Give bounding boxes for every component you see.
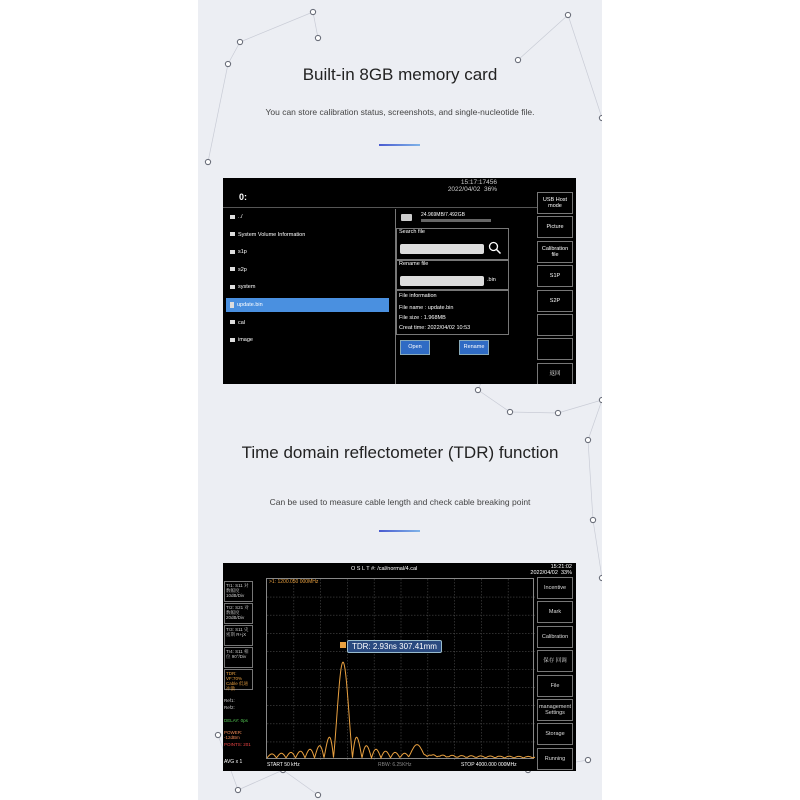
screen1-side-button[interactable]: Calibration file [537,241,573,263]
folder-icon [230,338,235,342]
screen2-side-button[interactable]: File [537,675,573,697]
network-node [599,397,602,402]
network-node [599,575,602,580]
file-icon [230,302,234,308]
screen2-side-button[interactable]: Calibration [537,626,573,648]
trace-item[interactable]: Tr4: S11 相位 90°/Div [224,647,253,668]
trace-item[interactable]: Tr1: S11 对数幅度 10dB/Div [224,581,253,602]
trace-item[interactable]: Tr2: S21 对数幅度 20dB/Div [224,603,253,624]
network-line [558,400,602,413]
screen2-side-button[interactable]: Mark [537,601,573,623]
marker-readout: >1: 1200.050 000MHz [269,579,319,585]
cal-path: O S L T #: /cal/normal/4.cal [351,566,418,572]
network-line [518,15,568,60]
open-button[interactable]: Open [400,340,430,355]
folder-icon [230,250,235,254]
screen1-side-button[interactable] [537,314,573,336]
screen1-side-button[interactable]: USB Host mode [537,192,573,214]
file-list-item[interactable] [226,245,389,259]
screen2-side-button[interactable]: Storage [537,723,573,745]
screen1-topbar [223,178,537,208]
screen2-bottom-bar [223,759,535,771]
file-name: image [238,337,253,344]
power-readout: POWER: -12dBm [224,730,243,740]
file-name: s2p [238,266,247,273]
search-input[interactable] [400,244,484,254]
network-line [228,42,240,64]
network-node [555,410,560,415]
screen2-side-button[interactable]: 保存 回调 [537,650,573,672]
storage-text: 24.969MB/7.492GB [421,212,465,218]
tdr-readout: TDR: 2.93ns 307.41mm [347,640,442,653]
network-line [313,12,318,38]
network-node [310,9,315,14]
folder-icon [230,232,235,236]
network-line [240,12,313,42]
network-line [510,412,558,413]
ref1-label: Ref1: [224,698,235,703]
section2-subtitle: Can be used to measure cable length and check cable breaking point [269,497,531,507]
network-node [515,57,520,62]
screen2-clock [530,564,572,576]
points-readout: POINTS: 201 [224,742,251,747]
network-node [315,792,320,797]
search-label: Search file [399,229,425,235]
product-page [198,0,602,800]
file-name: update.bin [237,302,263,308]
file-info-panel [396,290,509,335]
file-list-item[interactable] [226,298,389,312]
file-info-name: File name : update.bin [399,305,454,311]
storage-bar [421,219,491,222]
screen1-side-button[interactable]: Picture [537,216,573,238]
network-node [585,437,590,442]
delay-readout: DELAY: 0ps [224,718,248,723]
file-list-item[interactable] [226,333,389,347]
tdr-plot[interactable] [266,578,534,759]
sd-card-icon [401,214,412,221]
folder-icon [230,285,235,289]
screen1-clock [448,179,497,193]
network-node [507,409,512,414]
file-name: ../ [238,214,243,220]
network-line [283,770,318,795]
trace-item[interactable]: Tr3: S11 史密斯 R+jX [224,625,253,646]
ref2-label: Ref2: [224,705,235,710]
file-list-item[interactable] [226,228,389,242]
section2-divider [379,530,420,532]
file-name: cal [238,319,246,326]
screen2-side-button[interactable]: Running [537,748,573,770]
screen1-side-button[interactable]: 返回 [537,363,573,384]
drive-label: 0: [239,192,248,202]
screen2-side-button[interactable]: Incentive [537,577,573,599]
screen1-side-button[interactable]: S2P [537,290,573,312]
network-node [475,387,480,392]
network-line [478,390,510,412]
screen1-time: 15:17:17456 [460,179,497,186]
file-list-item[interactable] [226,210,389,224]
screen2-topbar [223,563,576,577]
tdr-trace-line [267,662,535,758]
section1-title: Built-in 8GB memory card [302,65,498,84]
avg-readout: AVG x 1 [224,759,243,765]
screen1-battery: 36% [483,186,497,193]
search-icon[interactable] [488,241,502,255]
network-line [238,770,283,790]
file-list-item[interactable] [226,316,389,330]
folder-icon [230,320,235,324]
file-list-item[interactable] [226,280,389,294]
rename-input[interactable] [400,276,484,286]
file-info-label: File information [399,293,437,299]
file-manager-screen [223,178,576,384]
section1-subtitle: You can store calibration status, screenshots, and single-nucleotide file. [265,107,535,117]
tdr-plot-svg [267,579,535,760]
rename-panel [396,260,509,290]
network-node [235,787,240,792]
screen2-time: 15:21:02 [550,564,572,570]
file-list-item[interactable] [226,263,389,277]
network-node [215,732,220,737]
screen1-date: 2022/04/02 [447,186,481,193]
network-node [565,12,570,17]
tdr-screen [223,563,576,771]
section2-title: Time domain reflectometer (TDR) function [241,443,559,462]
start-freq: START 50 kHz [267,762,300,768]
file-name: s1p [238,249,247,256]
screen1-side-button[interactable] [537,338,573,360]
rename-extension: .bin [487,277,496,283]
storage-info [399,212,509,226]
network-line [593,520,602,578]
screen2-battery: 33% [560,570,572,576]
rename-button[interactable]: Rename [459,340,489,355]
file-name: System Volume Information [238,231,306,238]
file-info-time: Creat time: 2022/04/02 10:53 [399,325,471,331]
network-node [237,39,242,44]
network-node [315,35,320,40]
screen1-side-button[interactable]: S1P [537,265,573,287]
stop-freq: STOP 4000.000 000MHz [461,762,517,768]
network-node [585,757,590,762]
section1-divider [379,144,420,146]
rbw-readout: RBW: 6.25KHz [378,762,412,768]
rename-label: Rename file [399,261,429,267]
screen2-side-button[interactable]: management Settings [537,699,573,721]
file-info-size: File size : 1.968MB [399,315,446,321]
marker-point[interactable] [340,642,346,648]
network-line [588,400,602,440]
network-node [205,159,210,164]
folder-icon [230,267,235,271]
network-node [590,517,595,522]
file-name: system [238,284,256,291]
screen2-date: 2022/04/02 [530,570,558,576]
search-panel [396,228,509,260]
home-icon [230,215,235,219]
trace-item[interactable]: TDR: VF:70% Cable 低通冲激 [224,669,253,690]
